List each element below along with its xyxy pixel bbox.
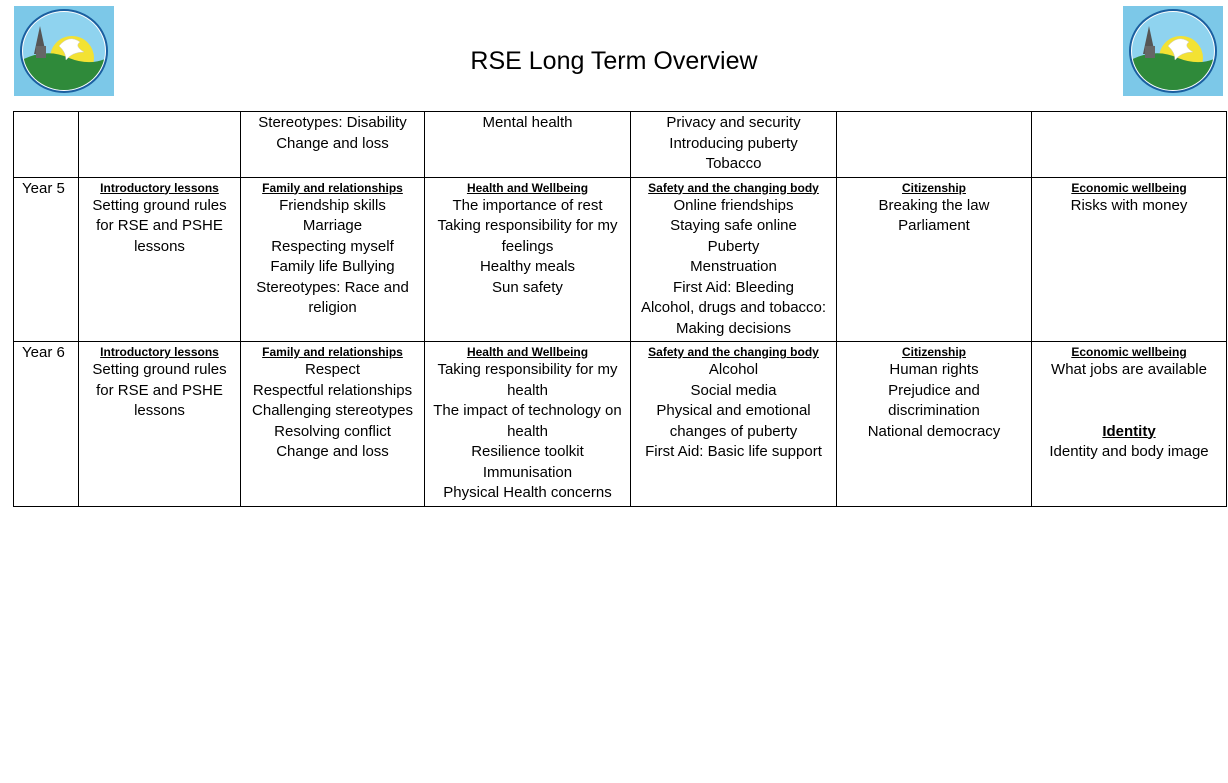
year-cell: Year 6	[14, 342, 79, 507]
topic-subheading: Identity	[1102, 422, 1156, 440]
topic-item: The impact of technology on health	[433, 402, 622, 440]
topic-cell	[79, 342, 241, 507]
topic-item: Healthy meals	[479, 258, 576, 275]
topic-item: National democracy	[867, 422, 1001, 440]
topic-item: Resolving conflict	[274, 422, 391, 440]
topic-cell	[631, 342, 837, 507]
topic-cell	[241, 112, 425, 178]
topic-item: First Aid: Bleeding	[673, 278, 794, 296]
topic-item: Physical Health concerns	[443, 484, 612, 501]
topic-cell	[631, 177, 837, 342]
topic-item: Respecting myself	[271, 237, 394, 255]
topic-heading: Family and relationships	[262, 345, 403, 359]
topic-item: Taking responsibility for my health	[437, 361, 618, 399]
topic-item: What jobs are available	[1051, 361, 1207, 378]
year-cell: Year 5	[14, 177, 79, 342]
topic-item: Setting ground rules for RSE and PSHE lessons	[92, 361, 227, 419]
table-row	[14, 177, 1227, 342]
topic-item: Breaking the law	[878, 196, 990, 214]
topic-heading: Citizenship	[901, 345, 966, 359]
topic-item: Immunisation	[482, 463, 573, 481]
topic-heading: Family and relationships	[262, 180, 403, 195]
topic-item: Risks with money	[1070, 196, 1188, 214]
topic-item: Stereotypes: Race and religion	[256, 278, 409, 316]
topic-item: Family life Bullying	[270, 258, 395, 275]
topic-item: Respect	[304, 361, 361, 378]
topic-item: Mental health	[482, 114, 573, 131]
topic-cell	[425, 177, 631, 342]
topic-item: First Aid: Basic life support	[645, 443, 822, 460]
topic-item: Identity and body image	[1049, 443, 1209, 460]
topic-heading: Health and Wellbeing	[466, 345, 589, 359]
topic-heading: Safety and the changing body	[648, 180, 819, 195]
topic-cell	[837, 177, 1032, 342]
topic-cell	[241, 177, 425, 342]
topic-item: Alcohol	[708, 361, 759, 378]
topic-heading: Health and Wellbeing	[466, 180, 589, 195]
topic-cell	[1032, 342, 1227, 507]
topic-item: Human rights	[889, 361, 979, 378]
topic-heading: Citizenship	[901, 180, 966, 195]
topic-item: Marriage	[302, 217, 363, 234]
page-title: RSE Long Term Overview	[470, 47, 758, 75]
topic-cell	[241, 342, 425, 507]
topic-item: Resilience toolkit	[471, 443, 584, 460]
topic-cell	[631, 112, 837, 178]
topic-item: Staying safe online	[670, 217, 797, 234]
topic-item: Online friendships	[673, 196, 794, 214]
topic-item: Change and loss	[276, 443, 389, 460]
topic-item: Friendship skills	[279, 196, 386, 214]
topic-cell	[837, 342, 1032, 507]
topic-item: Challenging stereotypes	[252, 402, 413, 419]
topic-item: Social media	[690, 381, 777, 399]
topic-item: Physical and emotional changes of puberty	[656, 402, 811, 440]
topic-cell	[1032, 177, 1227, 342]
topic-item: Menstruation	[690, 258, 777, 275]
table-row	[14, 112, 1227, 178]
topic-cell	[79, 177, 241, 342]
topic-heading: Introductory lessons	[100, 180, 219, 195]
topic-cell	[1032, 112, 1227, 178]
topic-cell	[79, 112, 241, 178]
topic-heading: Introductory lessons	[100, 345, 219, 359]
topic-item: Prejudice and discrimination	[888, 381, 980, 419]
topic-item: Respectful relationships	[252, 381, 413, 399]
topic-item: Alcohol, drugs and tobacco: Making decisions	[640, 299, 827, 337]
topic-item: Sun safety	[492, 278, 563, 296]
topic-heading: Safety and the changing body	[648, 345, 819, 359]
topic-cell	[837, 112, 1032, 178]
topic-item: Stereotypes: Disability	[258, 114, 407, 131]
topic-item: Change and loss	[276, 134, 389, 152]
topic-heading: Economic wellbeing	[1071, 345, 1187, 359]
topic-item: The importance of rest	[452, 196, 603, 214]
topic-item: Privacy and security	[666, 114, 801, 131]
topic-item: Parliament	[898, 217, 970, 234]
topic-item: Taking responsibility for my feelings	[437, 217, 618, 255]
topic-item: Puberty	[707, 237, 760, 255]
spacer	[1036, 381, 1222, 422]
topic-item: Setting ground rules for RSE and PSHE lessons	[92, 196, 227, 255]
topic-heading: Economic wellbeing	[1071, 180, 1187, 195]
year-cell	[14, 112, 79, 178]
topic-cell	[425, 342, 631, 507]
overview-table-body	[14, 112, 1227, 507]
topic-item: Tobacco	[705, 155, 762, 172]
table-row	[14, 342, 1227, 507]
overview-table	[13, 111, 1227, 507]
topic-item: Introducing puberty	[669, 134, 798, 152]
topic-cell	[425, 112, 631, 178]
